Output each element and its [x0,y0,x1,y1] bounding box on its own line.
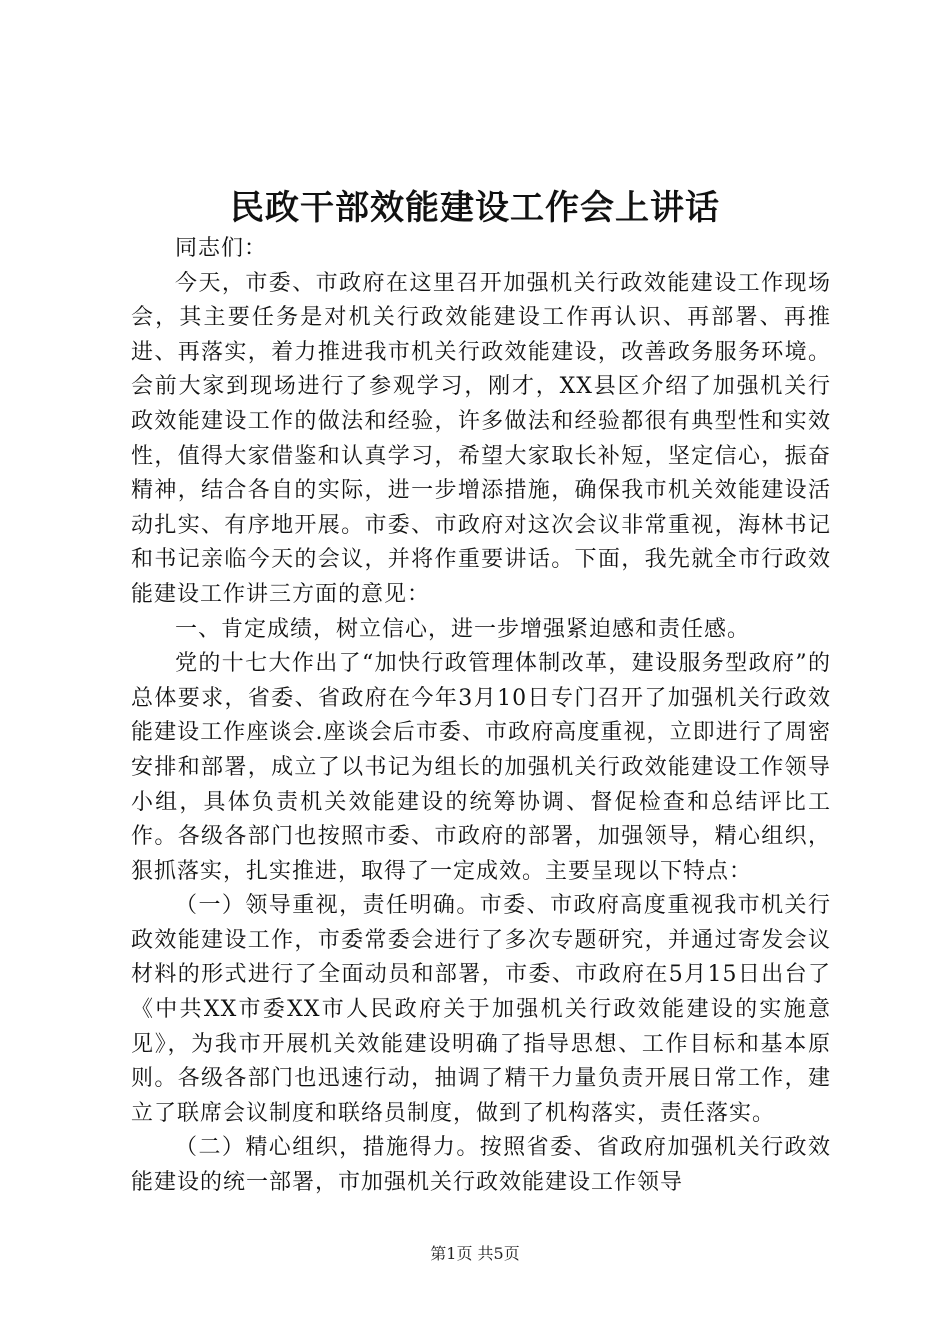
salutation: 同志们： [175,236,268,261]
paragraph-point-1: （一）领导重视，责任明确。市委、市政府高度重视我市机关行政效能建设工作，市委常委会进行了多次专题研究，并通过寄发会议材料的形式进行了全面动员和部署，市委、市政府在5月15日出台了《中共XX市委XX市人民政府关于加强机关行政效能建设的实施意见》，为我市开展机关效能建设明确了指导思想、工作目标和基本原则。各级各部门也迅速行动，抽调了精干力量负责开展日常工作，建立了联席会议制度和联络员制度，做到了机构落实，责任落实。 [131,893,831,1126]
document-title: 民政干部效能建设工作会上讲话 [230,188,720,228]
section-heading-1: 一、肯定成绩，树立信心，进一步增强紧迫感和责任感。 [175,616,751,642]
paragraph-intro: 今天，市委、市政府在这里召开加强机关行政效能建设工作现场会，其主要任务是对机关行政效能建设工作再认识、再部署、再推进、再落实，着力推进我市机关行政效能建设，改善政务服务环境。会前大家到现场进行了参观学习，刚才，XX县区介绍了加强机关行政效能建设工作的做法和经验，许多做法和经验都很有典型性和实效性，值得大家借鉴和认真学习，希望大家取长补短，坚定信心，振奋精神，结合各自的实际，进一步增添措施，确保我市机关效能建设活动扎实、有序地开展。市委、市政府对这次会议非常重视，海林书记和书记亲临今天的会议，并将作重要讲话。下面，我先就全市行政效能建设工作讲三方面的意见： [131,270,831,607]
paragraph-background: 党的十七大作出了“加快行政管理体制改革，建设服务型政府”的总体要求，省委、省政府在今年3月10日专门召开了加强机关行政效能建设工作座谈会.座谈会后市委、市政府高度重视，立即进行了周密安排和部署，成立了以书记为组长的加强机关行政效能建设工作领导小组，具体负责机关效能建设的统筹协调、督促检查和总结评比工作。各级各部门也按照市委、市政府的部署，加强领导，精心组织，狠抓落实，扎实推进，取得了一定成效。主要呈现以下特点： [131,651,831,884]
page-number-footer: 第1页 共5页 [430,1244,520,1263]
paragraph-point-2: （二）精心组织，措施得力。按照省委、省政府加强机关行政效能建设的统一部署，市加强机关行政效能建设工作领导 [131,1135,831,1196]
document-body [131,232,831,1201]
